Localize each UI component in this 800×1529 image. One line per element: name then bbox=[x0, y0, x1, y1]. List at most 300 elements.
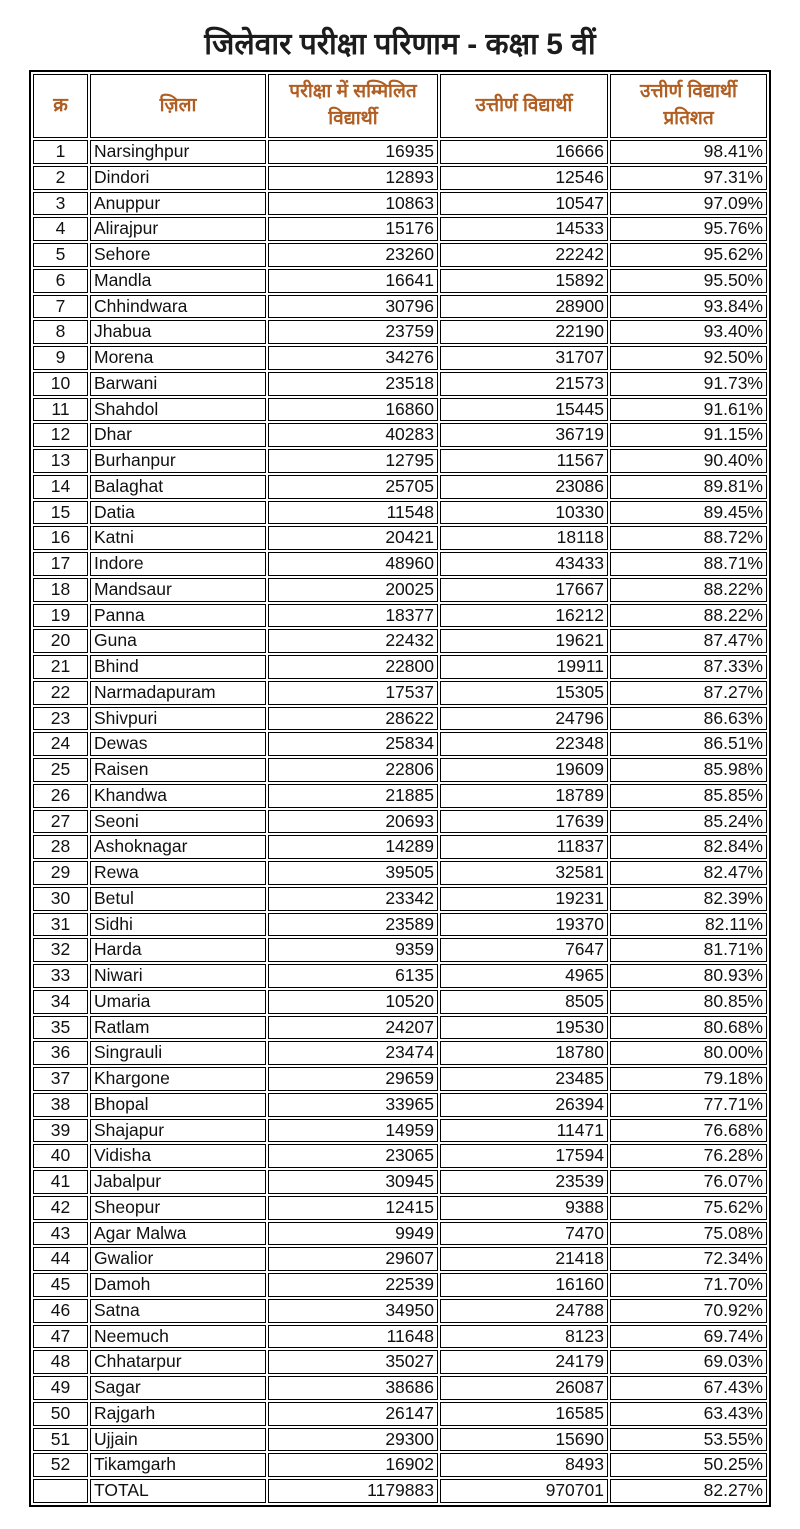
cell-passed: 19911 bbox=[440, 655, 608, 679]
cell-passed: 43433 bbox=[440, 552, 608, 576]
cell-passed: 17667 bbox=[440, 578, 608, 602]
cell-passed: 22242 bbox=[440, 243, 608, 267]
cell-percent: 53.55% bbox=[610, 1428, 767, 1452]
cell-serial: 14 bbox=[33, 475, 88, 499]
cell-serial: 20 bbox=[33, 629, 88, 653]
cell-percent: 80.85% bbox=[610, 990, 767, 1014]
cell-district: Neemuch bbox=[90, 1325, 266, 1349]
table-row bbox=[33, 475, 767, 499]
cell-district: Agar Malwa bbox=[90, 1222, 266, 1246]
table-row bbox=[33, 1196, 767, 1220]
cell-passed: 19530 bbox=[440, 1016, 608, 1040]
cell-serial: 7 bbox=[33, 295, 88, 319]
cell-district: Rewa bbox=[90, 861, 266, 885]
cell-appeared: 23260 bbox=[268, 243, 438, 267]
cell-percent: 82.27% bbox=[610, 1479, 767, 1503]
cell-district: Jabalpur bbox=[90, 1170, 266, 1194]
cell-serial: 26 bbox=[33, 784, 88, 808]
cell-percent: 82.84% bbox=[610, 835, 767, 859]
cell-appeared: 25834 bbox=[268, 732, 438, 756]
table-header-row bbox=[33, 74, 767, 138]
cell-district: Umaria bbox=[90, 990, 266, 1014]
cell-appeared: 12795 bbox=[268, 449, 438, 473]
cell-percent: 85.98% bbox=[610, 758, 767, 782]
table-total-row bbox=[33, 1479, 767, 1503]
cell-district: Mandla bbox=[90, 269, 266, 293]
cell-appeared: 22800 bbox=[268, 655, 438, 679]
cell-percent: 69.03% bbox=[610, 1350, 767, 1374]
cell-district: Barwani bbox=[90, 372, 266, 396]
cell-serial: 17 bbox=[33, 552, 88, 576]
cell-appeared: 11548 bbox=[268, 501, 438, 525]
cell-passed: 24788 bbox=[440, 1299, 608, 1323]
cell-district: Morena bbox=[90, 346, 266, 370]
cell-appeared: 30796 bbox=[268, 295, 438, 319]
cell-appeared: 9359 bbox=[268, 938, 438, 962]
table-row bbox=[33, 140, 767, 164]
cell-passed: 19370 bbox=[440, 913, 608, 937]
cell-district: Jhabua bbox=[90, 320, 266, 344]
cell-percent: 97.31% bbox=[610, 166, 767, 190]
cell-serial: 1 bbox=[33, 140, 88, 164]
cell-district: Sehore bbox=[90, 243, 266, 267]
cell-serial: 27 bbox=[33, 810, 88, 834]
cell-appeared: 48960 bbox=[268, 552, 438, 576]
cell-appeared: 28622 bbox=[268, 707, 438, 731]
table-row bbox=[33, 1402, 767, 1426]
table-row bbox=[33, 295, 767, 319]
cell-serial: 3 bbox=[33, 192, 88, 216]
cell-appeared: 18377 bbox=[268, 604, 438, 628]
cell-percent: 97.09% bbox=[610, 192, 767, 216]
cell-district: Khargone bbox=[90, 1067, 266, 1091]
cell-percent: 93.84% bbox=[610, 295, 767, 319]
cell-percent: 76.68% bbox=[610, 1119, 767, 1143]
cell-passed: 21418 bbox=[440, 1247, 608, 1271]
cell-district: Dhar bbox=[90, 423, 266, 447]
cell-percent: 80.00% bbox=[610, 1041, 767, 1065]
cell-appeared: 24207 bbox=[268, 1016, 438, 1040]
cell-passed: 4965 bbox=[440, 964, 608, 988]
cell-district: Narmadapuram bbox=[90, 681, 266, 705]
cell-district: Chhatarpur bbox=[90, 1350, 266, 1374]
cell-serial: 18 bbox=[33, 578, 88, 602]
cell-district: Dewas bbox=[90, 732, 266, 756]
cell-passed: 26087 bbox=[440, 1376, 608, 1400]
cell-passed: 8493 bbox=[440, 1453, 608, 1477]
cell-district: Khandwa bbox=[90, 784, 266, 808]
cell-district: Sagar bbox=[90, 1376, 266, 1400]
cell-passed: 23485 bbox=[440, 1067, 608, 1091]
cell-district: Rajgarh bbox=[90, 1402, 266, 1426]
cell-percent: 86.63% bbox=[610, 707, 767, 731]
table-row bbox=[33, 810, 767, 834]
cell-serial: 49 bbox=[33, 1376, 88, 1400]
table-row bbox=[33, 938, 767, 962]
cell-serial: 23 bbox=[33, 707, 88, 731]
cell-passed: 32581 bbox=[440, 861, 608, 885]
table-row bbox=[33, 990, 767, 1014]
cell-serial: 44 bbox=[33, 1247, 88, 1271]
cell-passed: 9388 bbox=[440, 1196, 608, 1220]
cell-serial: 4 bbox=[33, 217, 88, 241]
cell-appeared: 26147 bbox=[268, 1402, 438, 1426]
table-row bbox=[33, 835, 767, 859]
cell-serial: 8 bbox=[33, 320, 88, 344]
cell-appeared: 10863 bbox=[268, 192, 438, 216]
cell-percent: 89.45% bbox=[610, 501, 767, 525]
cell-percent: 95.76% bbox=[610, 217, 767, 241]
cell-serial: 12 bbox=[33, 423, 88, 447]
table-row bbox=[33, 1247, 767, 1271]
table-row bbox=[33, 1299, 767, 1323]
table-row bbox=[33, 655, 767, 679]
cell-serial: 10 bbox=[33, 372, 88, 396]
cell-percent: 82.47% bbox=[610, 861, 767, 885]
cell-district: Burhanpur bbox=[90, 449, 266, 473]
cell-appeared: 38686 bbox=[268, 1376, 438, 1400]
cell-serial: 47 bbox=[33, 1325, 88, 1349]
cell-serial: 19 bbox=[33, 604, 88, 628]
cell-district: Bhind bbox=[90, 655, 266, 679]
cell-percent: 81.71% bbox=[610, 938, 767, 962]
cell-serial: 29 bbox=[33, 861, 88, 885]
cell-appeared: 16641 bbox=[268, 269, 438, 293]
table-row bbox=[33, 501, 767, 525]
table-row bbox=[33, 1170, 767, 1194]
cell-percent: 75.62% bbox=[610, 1196, 767, 1220]
cell-district: Balaghat bbox=[90, 475, 266, 499]
cell-percent: 87.33% bbox=[610, 655, 767, 679]
table-row bbox=[33, 1376, 767, 1400]
cell-passed: 22190 bbox=[440, 320, 608, 344]
cell-passed: 8123 bbox=[440, 1325, 608, 1349]
cell-serial: 25 bbox=[33, 758, 88, 782]
cell-appeared: 22432 bbox=[268, 629, 438, 653]
cell-serial: 43 bbox=[33, 1222, 88, 1246]
cell-percent: 92.50% bbox=[610, 346, 767, 370]
cell-passed: 19231 bbox=[440, 887, 608, 911]
cell-percent: 88.22% bbox=[610, 578, 767, 602]
table-row bbox=[33, 1350, 767, 1374]
cell-appeared: 1179883 bbox=[268, 1479, 438, 1503]
cell-district: Gwalior bbox=[90, 1247, 266, 1271]
cell-serial: 34 bbox=[33, 990, 88, 1014]
cell-serial: 11 bbox=[33, 398, 88, 422]
cell-district: Katni bbox=[90, 526, 266, 550]
cell-passed: 15892 bbox=[440, 269, 608, 293]
table-row bbox=[33, 526, 767, 550]
cell-passed: 19621 bbox=[440, 629, 608, 653]
cell-appeared: 15176 bbox=[268, 217, 438, 241]
cell-serial: 28 bbox=[33, 835, 88, 859]
table-row bbox=[33, 861, 767, 885]
cell-appeared: 12415 bbox=[268, 1196, 438, 1220]
cell-percent: 95.50% bbox=[610, 269, 767, 293]
cell-passed: 23539 bbox=[440, 1170, 608, 1194]
cell-percent: 71.70% bbox=[610, 1273, 767, 1297]
cell-appeared: 20025 bbox=[268, 578, 438, 602]
cell-appeared: 9949 bbox=[268, 1222, 438, 1246]
cell-percent: 89.81% bbox=[610, 475, 767, 499]
cell-percent: 72.34% bbox=[610, 1247, 767, 1271]
cell-serial: 13 bbox=[33, 449, 88, 473]
cell-passed: 26394 bbox=[440, 1093, 608, 1117]
cell-appeared: 29300 bbox=[268, 1428, 438, 1452]
cell-appeared: 10520 bbox=[268, 990, 438, 1014]
table-row bbox=[33, 1093, 767, 1117]
cell-percent: 98.41% bbox=[610, 140, 767, 164]
cell-appeared: 12893 bbox=[268, 166, 438, 190]
page-title: जिलेवार परीक्षा परिणाम - कक्षा 5 वीं bbox=[204, 28, 596, 61]
cell-passed: 8505 bbox=[440, 990, 608, 1014]
cell-district: Ujjain bbox=[90, 1428, 266, 1452]
cell-passed: 17639 bbox=[440, 810, 608, 834]
cell-district: Betul bbox=[90, 887, 266, 911]
cell-appeared: 22539 bbox=[268, 1273, 438, 1297]
cell-appeared: 6135 bbox=[268, 964, 438, 988]
table-row bbox=[33, 269, 767, 293]
cell-appeared: 22806 bbox=[268, 758, 438, 782]
cell-appeared: 23759 bbox=[268, 320, 438, 344]
cell-district: Vidisha bbox=[90, 1144, 266, 1168]
cell-serial: 31 bbox=[33, 913, 88, 937]
table-row bbox=[33, 166, 767, 190]
cell-appeared: 14289 bbox=[268, 835, 438, 859]
cell-appeared: 20421 bbox=[268, 526, 438, 550]
cell-appeared: 21885 bbox=[268, 784, 438, 808]
table-row bbox=[33, 320, 767, 344]
cell-district: Bhopal bbox=[90, 1093, 266, 1117]
cell-passed: 18789 bbox=[440, 784, 608, 808]
table-row bbox=[33, 552, 767, 576]
cell-percent: 70.92% bbox=[610, 1299, 767, 1323]
cell-serial: 37 bbox=[33, 1067, 88, 1091]
cell-district: Narsinghpur bbox=[90, 140, 266, 164]
column-header-appeared: परीक्षा में सम्मिलित विद्यार्थी bbox=[268, 74, 438, 138]
cell-percent: 88.71% bbox=[610, 552, 767, 576]
cell-percent: 82.39% bbox=[610, 887, 767, 911]
table-row bbox=[33, 1222, 767, 1246]
cell-serial: 41 bbox=[33, 1170, 88, 1194]
cell-passed: 23086 bbox=[440, 475, 608, 499]
cell-appeared: 29659 bbox=[268, 1067, 438, 1091]
cell-serial: 39 bbox=[33, 1119, 88, 1143]
cell-passed: 28900 bbox=[440, 295, 608, 319]
cell-serial: 22 bbox=[33, 681, 88, 705]
cell-serial: 40 bbox=[33, 1144, 88, 1168]
table-row bbox=[33, 1325, 767, 1349]
cell-percent: 75.08% bbox=[610, 1222, 767, 1246]
cell-percent: 91.61% bbox=[610, 398, 767, 422]
cell-appeared: 33965 bbox=[268, 1093, 438, 1117]
cell-appeared: 23589 bbox=[268, 913, 438, 937]
cell-percent: 85.85% bbox=[610, 784, 767, 808]
table-row bbox=[33, 887, 767, 911]
cell-serial: 50 bbox=[33, 1402, 88, 1426]
cell-appeared: 14959 bbox=[268, 1119, 438, 1143]
cell-passed: 10330 bbox=[440, 501, 608, 525]
cell-serial: 30 bbox=[33, 887, 88, 911]
table-row bbox=[33, 1273, 767, 1297]
table-row bbox=[33, 398, 767, 422]
table-row bbox=[33, 192, 767, 216]
table-row bbox=[33, 372, 767, 396]
cell-passed: 11471 bbox=[440, 1119, 608, 1143]
cell-percent: 77.71% bbox=[610, 1093, 767, 1117]
table-row bbox=[33, 1119, 767, 1143]
cell-passed: 22348 bbox=[440, 732, 608, 756]
cell-passed: 18780 bbox=[440, 1041, 608, 1065]
cell-passed: 18118 bbox=[440, 526, 608, 550]
cell-percent: 86.51% bbox=[610, 732, 767, 756]
cell-appeared: 23065 bbox=[268, 1144, 438, 1168]
column-header-passed: उत्तीर्ण विद्यार्थी bbox=[440, 74, 608, 138]
cell-appeared: 23474 bbox=[268, 1041, 438, 1065]
cell-percent: 88.22% bbox=[610, 604, 767, 628]
cell-percent: 87.27% bbox=[610, 681, 767, 705]
cell-passed: 16585 bbox=[440, 1402, 608, 1426]
table-row bbox=[33, 1067, 767, 1091]
cell-percent: 82.11% bbox=[610, 913, 767, 937]
table-row bbox=[33, 784, 767, 808]
column-header-serial: क्र bbox=[33, 74, 88, 138]
cell-percent: 80.68% bbox=[610, 1016, 767, 1040]
cell-percent: 91.73% bbox=[610, 372, 767, 396]
table-row bbox=[33, 681, 767, 705]
cell-serial: 6 bbox=[33, 269, 88, 293]
cell-district: Ashoknagar bbox=[90, 835, 266, 859]
table-row bbox=[33, 217, 767, 241]
cell-passed: 15445 bbox=[440, 398, 608, 422]
cell-passed: 16160 bbox=[440, 1273, 608, 1297]
table-row bbox=[33, 1453, 767, 1477]
cell-percent: 63.43% bbox=[610, 1402, 767, 1426]
cell-passed: 31707 bbox=[440, 346, 608, 370]
cell-serial: 51 bbox=[33, 1428, 88, 1452]
cell-district: Damoh bbox=[90, 1273, 266, 1297]
cell-percent: 88.72% bbox=[610, 526, 767, 550]
cell-passed: 15690 bbox=[440, 1428, 608, 1452]
cell-district: TOTAL bbox=[90, 1479, 266, 1503]
cell-serial: 24 bbox=[33, 732, 88, 756]
column-header-district: ज़िला bbox=[90, 74, 266, 138]
cell-serial: 36 bbox=[33, 1041, 88, 1065]
cell-passed: 10547 bbox=[440, 192, 608, 216]
cell-district: Shahdol bbox=[90, 398, 266, 422]
table-row bbox=[33, 732, 767, 756]
cell-serial: 32 bbox=[33, 938, 88, 962]
cell-appeared: 11648 bbox=[268, 1325, 438, 1349]
cell-passed: 970701 bbox=[440, 1479, 608, 1503]
cell-passed: 11837 bbox=[440, 835, 608, 859]
cell-serial: 33 bbox=[33, 964, 88, 988]
cell-serial: 2 bbox=[33, 166, 88, 190]
cell-serial: 46 bbox=[33, 1299, 88, 1323]
cell-serial: 52 bbox=[33, 1453, 88, 1477]
cell-passed: 21573 bbox=[440, 372, 608, 396]
table-row bbox=[33, 578, 767, 602]
cell-appeared: 17537 bbox=[268, 681, 438, 705]
cell-serial: 48 bbox=[33, 1350, 88, 1374]
cell-district: Harda bbox=[90, 938, 266, 962]
cell-serial: 5 bbox=[33, 243, 88, 267]
cell-district: Anuppur bbox=[90, 192, 266, 216]
table-row bbox=[33, 449, 767, 473]
table-body bbox=[33, 140, 767, 1503]
cell-appeared: 30945 bbox=[268, 1170, 438, 1194]
cell-serial: 16 bbox=[33, 526, 88, 550]
cell-district: Shajapur bbox=[90, 1119, 266, 1143]
cell-passed: 15305 bbox=[440, 681, 608, 705]
cell-serial bbox=[33, 1479, 88, 1503]
cell-passed: 16666 bbox=[440, 140, 608, 164]
table-row bbox=[33, 1041, 767, 1065]
table-row bbox=[33, 964, 767, 988]
cell-district: Tikamgarh bbox=[90, 1453, 266, 1477]
cell-percent: 85.24% bbox=[610, 810, 767, 834]
cell-appeared: 16902 bbox=[268, 1453, 438, 1477]
table-row bbox=[33, 243, 767, 267]
results-table bbox=[29, 70, 771, 1507]
cell-appeared: 35027 bbox=[268, 1350, 438, 1374]
cell-district: Chhindwara bbox=[90, 295, 266, 319]
cell-district: Raisen bbox=[90, 758, 266, 782]
cell-percent: 90.40% bbox=[610, 449, 767, 473]
cell-district: Mandsaur bbox=[90, 578, 266, 602]
cell-district: Ratlam bbox=[90, 1016, 266, 1040]
cell-percent: 91.15% bbox=[610, 423, 767, 447]
cell-appeared: 16935 bbox=[268, 140, 438, 164]
cell-district: Panna bbox=[90, 604, 266, 628]
cell-passed: 14533 bbox=[440, 217, 608, 241]
cell-serial: 21 bbox=[33, 655, 88, 679]
cell-passed: 12546 bbox=[440, 166, 608, 190]
cell-serial: 9 bbox=[33, 346, 88, 370]
table-row bbox=[33, 1428, 767, 1452]
cell-percent: 76.07% bbox=[610, 1170, 767, 1194]
table-row bbox=[33, 604, 767, 628]
cell-appeared: 23342 bbox=[268, 887, 438, 911]
table-row bbox=[33, 629, 767, 653]
cell-appeared: 40283 bbox=[268, 423, 438, 447]
cell-district: Guna bbox=[90, 629, 266, 653]
cell-serial: 42 bbox=[33, 1196, 88, 1220]
cell-percent: 93.40% bbox=[610, 320, 767, 344]
cell-percent: 50.25% bbox=[610, 1453, 767, 1477]
cell-district: Shivpuri bbox=[90, 707, 266, 731]
cell-district: Sheopur bbox=[90, 1196, 266, 1220]
cell-appeared: 34276 bbox=[268, 346, 438, 370]
cell-percent: 79.18% bbox=[610, 1067, 767, 1091]
cell-appeared: 29607 bbox=[268, 1247, 438, 1271]
cell-appeared: 20693 bbox=[268, 810, 438, 834]
cell-percent: 95.62% bbox=[610, 243, 767, 267]
cell-passed: 36719 bbox=[440, 423, 608, 447]
cell-district: Indore bbox=[90, 552, 266, 576]
cell-appeared: 25705 bbox=[268, 475, 438, 499]
column-header-percent: उत्तीर्ण विद्यार्थी प्रतिशत bbox=[610, 74, 767, 138]
cell-percent: 80.93% bbox=[610, 964, 767, 988]
cell-district: Datia bbox=[90, 501, 266, 525]
cell-passed: 16212 bbox=[440, 604, 608, 628]
table-row bbox=[33, 423, 767, 447]
cell-percent: 76.28% bbox=[610, 1144, 767, 1168]
cell-district: Satna bbox=[90, 1299, 266, 1323]
table-row bbox=[33, 1144, 767, 1168]
cell-percent: 67.43% bbox=[610, 1376, 767, 1400]
cell-serial: 38 bbox=[33, 1093, 88, 1117]
